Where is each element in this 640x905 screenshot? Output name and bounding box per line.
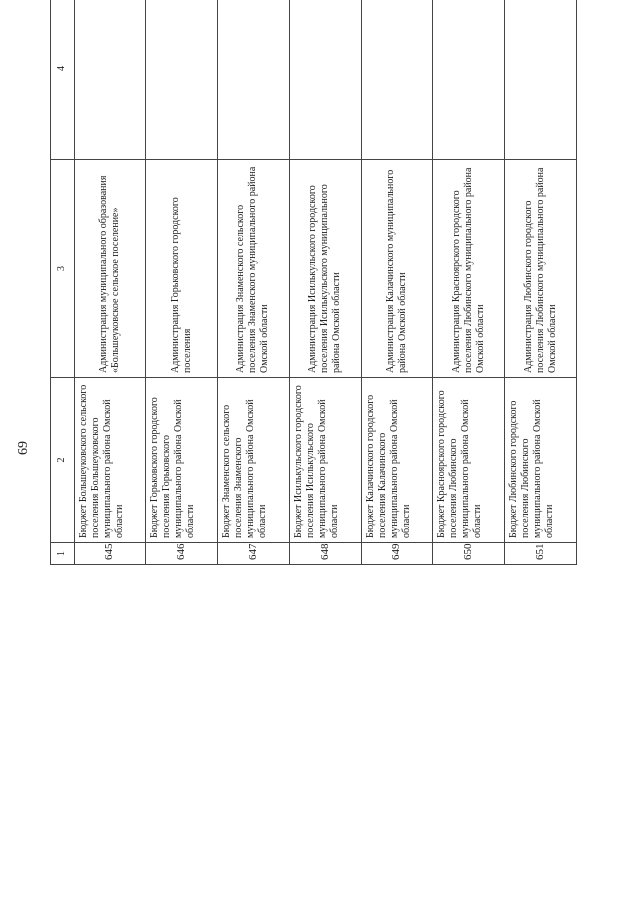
row-number: 647 (218, 543, 290, 565)
row-number: 648 (289, 543, 361, 565)
row-number: 646 (146, 543, 218, 565)
header-cell: 4 (51, 0, 75, 160)
column-4-cell (361, 0, 433, 160)
budget-name: Бюджет Любинского городского поселения Любинского муниципального района Омской области (505, 378, 577, 543)
administrator-name: Администрация муниципального образования «Большеуковское сельское поселение» (74, 160, 146, 378)
budget-name: Бюджет Калачинского городского поселения Калачинского муниципального района Омской области (361, 378, 433, 543)
budget-table (50, 0, 577, 565)
header-cell: 2 (51, 378, 75, 543)
budget-name: Бюджет Знаменского сельского поселения Знаменского муниципального района Омской области (218, 378, 290, 543)
column-4-cell (146, 0, 218, 160)
table-row (289, 0, 361, 565)
header-cell: 1 (51, 543, 75, 565)
administrator-name: Администрация Калачинского муниципального района Омской области (361, 160, 433, 378)
table-row (505, 0, 577, 565)
header-row (51, 0, 75, 565)
table-row (146, 0, 218, 565)
column-4-cell (218, 0, 290, 160)
budget-name: Бюджет Большеуковского сельского поселения Большеуковского муниципального района Омской области (74, 378, 146, 543)
column-4-cell (505, 0, 577, 160)
table-row (433, 0, 505, 565)
page-number: 69 (16, 441, 31, 455)
row-number: 650 (433, 543, 505, 565)
row-number: 649 (361, 543, 433, 565)
administrator-name: Администрация Любинского городского поселения Любинского муниципального района Омской области (505, 160, 577, 378)
table-row (74, 0, 146, 565)
row-number: 645 (74, 543, 146, 565)
budget-name: Бюджет Исилькульского городского поселения Исилькульского муниципального района Омской области (289, 378, 361, 543)
column-4-cell (289, 0, 361, 160)
administrator-name: Администрация Красноярского городского поселения Любинского муниципального района Омской области (433, 160, 505, 378)
header-cell: 3 (51, 160, 75, 378)
budget-name: Бюджет Горьковского городского поселения Горьковского муниципального района Омской области (146, 378, 218, 543)
column-4-cell (74, 0, 146, 160)
row-number: 651 (505, 543, 577, 565)
administrator-name: Администрация Знаменского сельского поселения Знаменского муниципального района Омской области (218, 160, 290, 378)
administrator-name: Администрация Исилькульского городского поселения Исилькульского муниципального района Омской области (289, 160, 361, 378)
column-4-cell (433, 0, 505, 160)
administrator-name: Администрация Горьковского городского поселения (146, 160, 218, 378)
budget-name: Бюджет Красноярского городского поселения Любинского муниципального района Омской области (433, 378, 505, 543)
table-row (361, 0, 433, 565)
table-container (50, 38, 577, 876)
table-row (218, 0, 290, 565)
